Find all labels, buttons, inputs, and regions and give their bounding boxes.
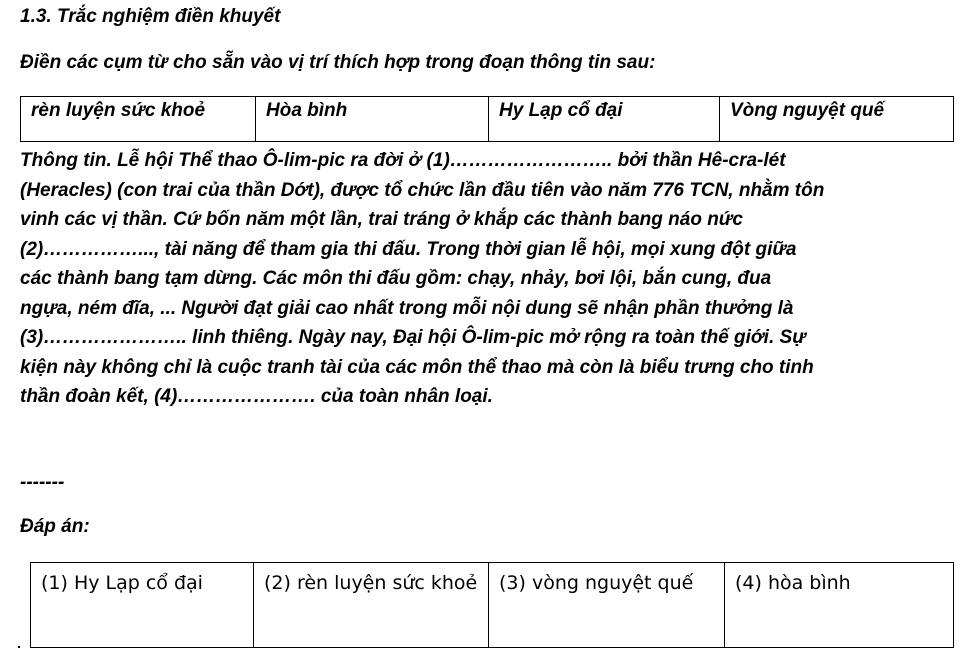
word-bank-cell: rèn luyện sức khoẻ — [21, 97, 256, 142]
instruction-text: Điền các cụm từ cho sẵn vào vị trí thích hợp trong đoạn thông tin sau: — [20, 52, 656, 73]
corner-mark — [18, 646, 20, 648]
separator-dashes: ------- — [20, 472, 65, 493]
passage-line: (2)……………..., tài năng để tham gia thi đấu. Trong thời gian lễ hội, mọi xung đột giữa — [20, 238, 797, 260]
answer-table — [30, 562, 954, 648]
passage-line: (3)………………….. linh thiêng. Ngày nay, Đại hội Ô-lim-pic mở rộng ra toàn thế giới. Sự — [20, 327, 806, 348]
answer-cell: (4) hòa bình — [725, 563, 954, 648]
passage-line: Thông tin. Lễ hội Thể thao Ô-lim-pic ra đời ở (1)…………………….. bởi thần Hê-cra-lét — [20, 150, 786, 171]
passage-line: vinh các vị thần. Cứ bốn năm một lần, trai tráng ở khắp các thành bang náo nức — [20, 209, 743, 230]
answer-cell: (1) Hy Lạp cổ đại — [31, 563, 254, 648]
passage-line: thần đoàn kết, (4)…………………. của toàn nhân loại. — [20, 386, 493, 407]
answer-cell: (3) vòng nguyệt quế — [489, 563, 725, 648]
section-heading: 1.3. Trắc nghiệm điền khuyết — [20, 6, 281, 27]
passage-line: các thành bang tạm dừng. Các môn thi đấu gồm: chạy, nhảy, bơi lội, bắn cung, đua — [20, 268, 772, 289]
passage-line: ngựa, ném đĩa, ... Người đạt giải cao nhất trong mỗi nội dung sẽ nhận phần thưởng là — [20, 297, 794, 319]
word-bank-cell: Vòng nguyệt quế — [720, 97, 954, 142]
answer-heading: Đáp án: — [20, 516, 90, 537]
passage-line: (Heracles) (con trai của thần Dớt), được tổ chức lần đầu tiên vào năm 776 TCN, nhằm tôn — [20, 179, 825, 201]
word-bank-cell: Hòa bình — [256, 97, 489, 142]
passage-text — [20, 146, 956, 412]
word-bank-table — [20, 96, 954, 142]
word-bank-cell: Hy Lạp cổ đại — [489, 97, 720, 142]
answer-cell: (2) rèn luyện sức khoẻ — [254, 563, 489, 648]
passage-line: kiện này không chỉ là cuộc tranh tài của các môn thể thao mà còn là biểu trưng cho tinh — [20, 356, 814, 378]
